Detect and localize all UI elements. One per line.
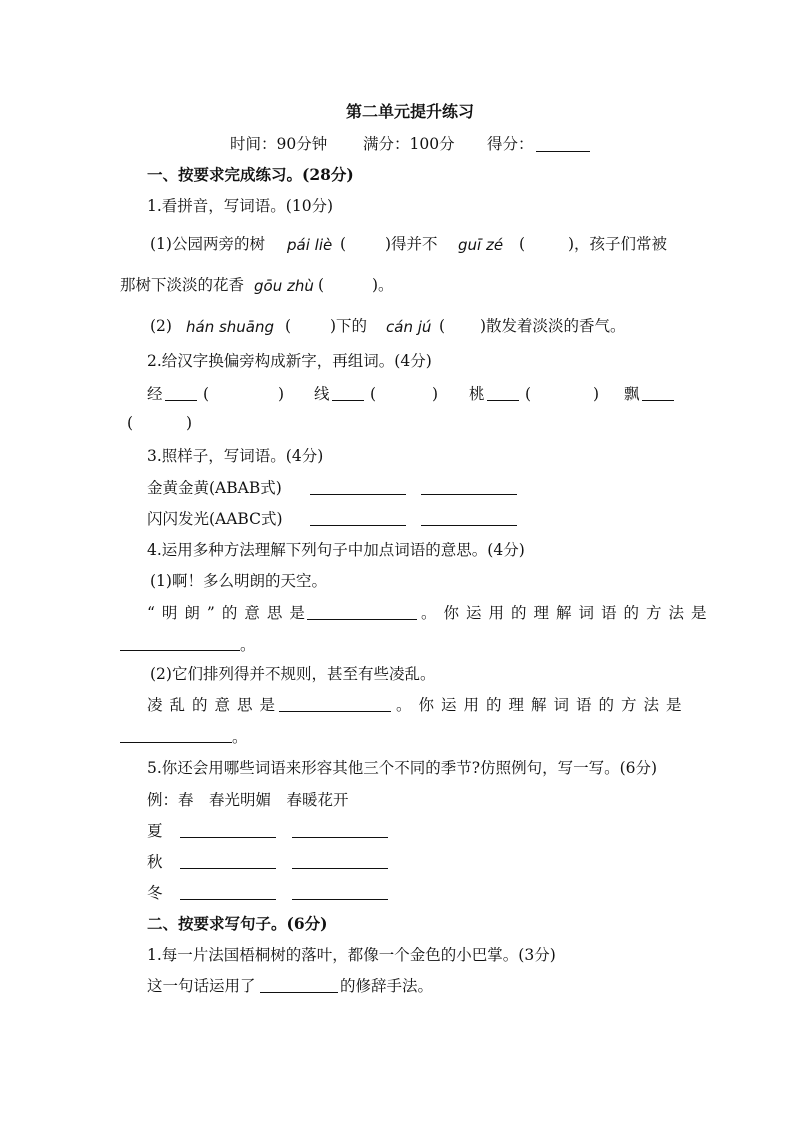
pinyin-gou-zhu: gōu zhù — [254, 277, 314, 295]
q5-winter-blank-1[interactable] — [180, 899, 276, 900]
q4-s2-meaning-blank[interactable] — [279, 711, 391, 712]
page-title: 第二单元提升练习 — [346, 102, 475, 121]
section2-heading: 二、按要求写句子。(6分) — [147, 914, 328, 933]
full-score-label: 满分：100分 — [363, 135, 455, 153]
q1-prompt: 1.看拼音，写词语。(10分) — [147, 197, 334, 215]
s2-q1-line-a: 这一句话运用了 — [147, 977, 256, 995]
q3-row1-blank-1[interactable] — [310, 494, 406, 495]
q3-row1-label: 金黄金黄(ABAB式) — [147, 479, 282, 497]
q2-paren-open-3: ( — [525, 385, 532, 403]
q3-row1-blank-2[interactable] — [421, 494, 517, 495]
q1-line3-text-c: )下的 — [330, 317, 368, 335]
q1-line1-text-e: )，孩子们常被 — [568, 235, 668, 253]
q5-example: 例：春 春光明媚 春暖花开 — [147, 791, 349, 809]
q2-char-2: 线 — [314, 385, 330, 403]
q5-winter-blank-2[interactable] — [292, 899, 388, 900]
q4-prompt: 4.运用多种方法理解下列句子中加点词语的意思。(4分) — [147, 541, 525, 559]
q2-blank-2[interactable] — [332, 400, 364, 401]
q1-line1-text-a: (1)公园两旁的树 — [150, 235, 265, 253]
q5-season-winter: 冬 — [147, 884, 163, 902]
q5-autumn-blank-2[interactable] — [292, 868, 388, 869]
q1-line1-paren-open-1: ( — [340, 235, 347, 253]
q1-line3-text-e: )散发着淡淡的香气。 — [480, 317, 626, 335]
q1-line3-text-a: (2) — [150, 317, 172, 335]
q1-line2-paren-open: ( — [318, 276, 325, 294]
pinyin-han-shuang: hán shuāng — [186, 318, 275, 336]
q1-line2-text-c: )。 — [372, 276, 394, 294]
q3-row2-blank-1[interactable] — [310, 525, 406, 526]
q4-s2-end: 。 — [232, 728, 248, 746]
q2-char-1: 经 — [147, 385, 163, 403]
s2-q1-line-b: 的修辞手法。 — [340, 977, 434, 995]
q2-blank-3[interactable] — [487, 400, 519, 401]
q5-season-autumn: 秋 — [147, 853, 163, 871]
q3-prompt: 3.照样子，写词语。(4分) — [147, 447, 324, 465]
q4-sentence-2: (2)它们排列得并不规则，甚至有些凌乱。 — [150, 665, 436, 683]
q4-s1-meaning-blank[interactable] — [307, 619, 417, 620]
q3-row2-blank-2[interactable] — [421, 525, 517, 526]
score-label: 得分： — [487, 135, 534, 153]
q5-summer-blank-1[interactable] — [180, 837, 276, 838]
q2-paren-close-1: ) — [278, 385, 285, 403]
q5-season-summer: 夏 — [147, 822, 163, 840]
q2-char-4: 飘 — [624, 385, 640, 403]
q4-s1-method-blank[interactable] — [120, 650, 240, 651]
q4-s2-question-a: 凌乱的意思是 — [147, 696, 283, 714]
score-blank[interactable] — [536, 151, 590, 152]
s2-q1-prompt: 1.每一片法国梧桐树的落叶，都像一个金色的小巴掌。(3分) — [147, 946, 556, 964]
q4-s1-question-b: 。你运用的理解词语的方法是 — [421, 604, 714, 622]
q5-prompt: 5.你还会用哪些词语来形容其他三个不同的季节?仿照例句，写一写。(6分) — [147, 759, 658, 777]
q1-line1-text-c: )得并不 — [385, 235, 438, 253]
q2-paren-open-2: ( — [370, 385, 377, 403]
q2-paren-open-1: ( — [203, 385, 210, 403]
q5-autumn-blank-1[interactable] — [180, 868, 276, 869]
q4-s1-question-a: “明朗”的意思是 — [147, 604, 312, 622]
q2-char-3: 桃 — [469, 385, 485, 403]
q3-row2-label: 闪闪发光(AABC式) — [147, 510, 283, 528]
q2-paren-close-2: ) — [432, 385, 439, 403]
pinyin-pai-lie: pái liè — [287, 236, 333, 254]
q1-line3-paren-open-2: ( — [439, 317, 446, 335]
time-label: 时间：90分钟 — [230, 135, 328, 153]
q2-paren-close-4: ) — [186, 414, 193, 432]
q2-blank-4[interactable] — [642, 400, 674, 401]
pinyin-gui-ze: guī zé — [458, 236, 504, 254]
q1-line1-paren-open-2: ( — [519, 235, 526, 253]
q5-summer-blank-2[interactable] — [292, 837, 388, 838]
q1-line3-paren-open-1: ( — [285, 317, 292, 335]
q2-paren-close-3: ) — [593, 385, 600, 403]
q4-s1-end: 。 — [240, 636, 256, 654]
q4-s2-question-b: 。你运用的理解词语的方法是 — [396, 696, 689, 714]
q2-paren-open-4: ( — [127, 414, 134, 432]
q2-blank-1[interactable] — [165, 400, 197, 401]
q4-sentence-1: (1)啊！多么明朗的天空。 — [150, 572, 327, 590]
q2-prompt: 2.给汉字换偏旁构成新字，再组词。(4分) — [147, 352, 432, 370]
section1-heading: 一、按要求完成练习。(28分) — [147, 165, 354, 184]
q1-line2-text-a: 那树下淡淡的花香 — [120, 276, 245, 294]
q4-s2-method-blank[interactable] — [120, 742, 232, 743]
pinyin-can-ju: cán jú — [386, 318, 432, 336]
s2-q1-rhetoric-blank[interactable] — [260, 992, 338, 993]
